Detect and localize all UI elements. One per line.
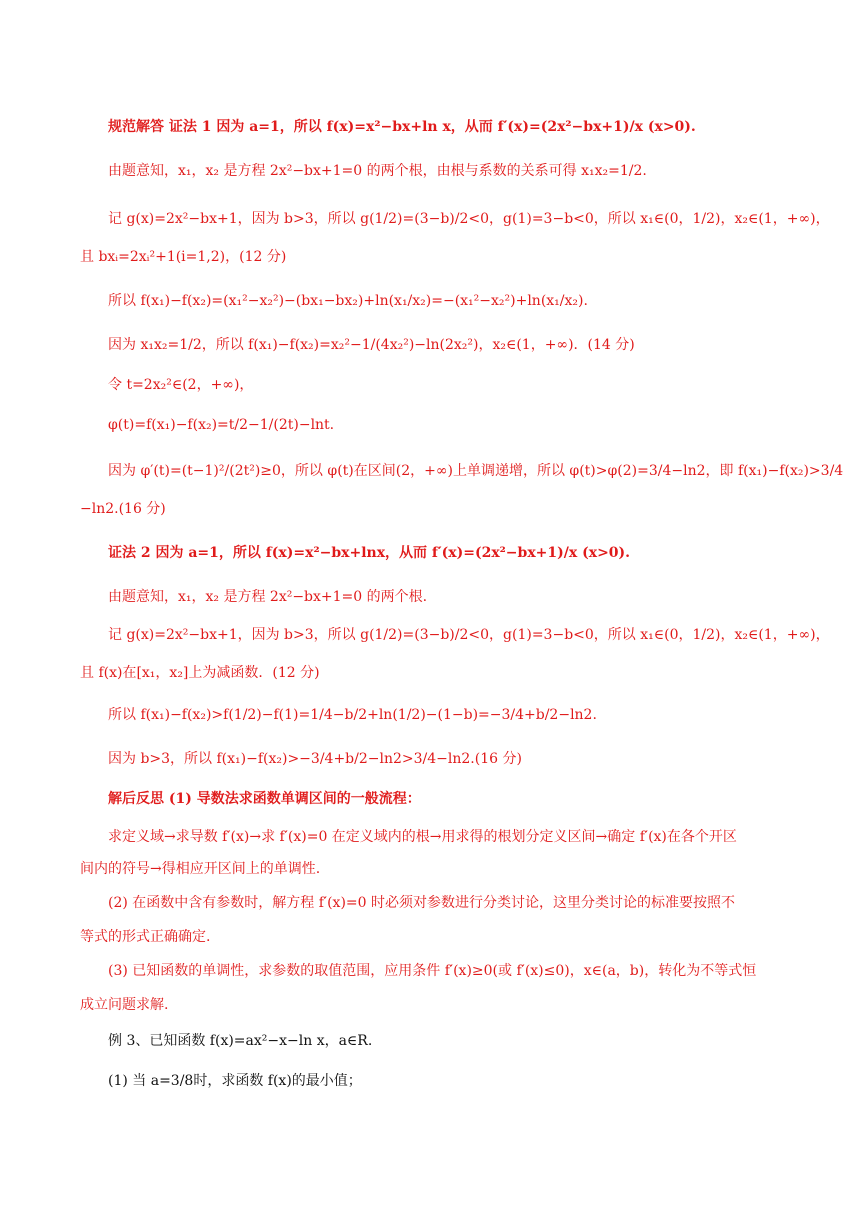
reflection-2-line-a: (2) 在函数中含有参数时，解方程 f′(x)=0 时必须对参数进行分类讨论，这里分类讨论的标准要按照不 — [108, 895, 735, 911]
solution-phi-line: φ(t)=f(x₁)−f(x₂)=t/2−1/(2t)−lnt. — [108, 417, 335, 433]
solution2-roots-line: 由题意知，x₁，x₂ 是方程 2x²−bx+1=0 的两个根. — [108, 589, 428, 605]
solution-proof2-intro: 证法 2 因为 a=1，所以 f(x)=x²−bx+lnx，从而 f′(x)=(2x²−bx+1)/x (x>0). — [108, 545, 631, 561]
reflection-2-line-b: 等式的形式正确确定. — [80, 929, 211, 945]
solution-difference-line: 所以 f(x₁)−f(x₂)=(x₁²−x₂²)−(bx₁−bx₂)+ln(x₁/x₂)=−(x₁²−x₂²)+ln(x₁/x₂). — [108, 293, 588, 309]
example3-part1: (1) 当 a=3/8时，求函数 f(x)的最小值； — [108, 1073, 362, 1089]
reflection-1-line-a: 求定义域→求导数 f′(x)→求 f′(x)=0 在定义域内的根→用求得的根划分定义区间→确定 f′(x)在各个开区 — [108, 829, 737, 845]
reflection-3-line-b: 成立问题求解. — [80, 997, 169, 1013]
reflection-3-line-a: (3) 已知函数的单调性，求参数的取值范围，应用条件 f′(x)≥0(或 f′(x)≤0)，x∈(a，b)，转化为不等式恒 — [108, 963, 757, 979]
solution-bxi-line: 且 bxᵢ=2xᵢ²+1(i=1,2)，(12 分) — [80, 249, 287, 265]
solution-conclusion1-line: −ln2.(16 分) — [80, 501, 166, 517]
solution-x1x2-line: 因为 x₁x₂=1/2，所以 f(x₁)−f(x₂)=x₂²−1/(4x₂²)−ln(2x₂²)，x₂∈(1，+∞)．(14 分) — [108, 337, 635, 353]
example3-statement: 例 3、已知函数 f(x)=ax²−x−ln x，a∈R. — [108, 1033, 373, 1049]
reflection-heading: 解后反思 (1) 导数法求函数单调区间的一般流程： — [108, 791, 421, 807]
solution-roots-line: 由题意知，x₁，x₂ 是方程 2x²−bx+1=0 的两个根，由根与系数的关系可得 x₁x₂=1/2. — [108, 163, 647, 179]
reflection-1-line-b: 间内的符号→得相应开区间上的单调性. — [80, 861, 321, 877]
solution-phi-derivative-line: 因为 φ′(t)=(t−1)²/(2t²)≥0，所以 φ(t)在区间(2，+∞)上单调递增，所以 φ(t)>φ(2)=3/4−ln2，即 f(x₁)−f(x₂)>3/4 — [108, 463, 844, 479]
solution2-estimate-line: 所以 f(x₁)−f(x₂)>f(1/2)−f(1)=1/4−b/2+ln(1/2)−(1−b)=−3/4+b/2−ln2. — [108, 707, 597, 723]
solution2-decreasing-line: 且 f(x)在[x₁，x₂]上为减函数．(12 分) — [80, 665, 320, 681]
solution-g-def-line: 记 g(x)=2x²−bx+1，因为 b>3，所以 g(1/2)=(3−b)/2<0，g(1)=3−b<0，所以 x₁∈(0，1/2)，x₂∈(1，+∞)， — [108, 211, 830, 227]
solution-t-def-line: 令 t=2x₂²∈(2，+∞)， — [108, 377, 254, 393]
solution2-conclusion-line: 因为 b>3，所以 f(x₁)−f(x₂)>−3/4+b/2−ln2>3/4−ln2.(16 分) — [108, 751, 522, 767]
solution-proof1-intro: 规范解答 证法 1 因为 a=1，所以 f(x)=x²−bx+ln x，从而 f′(x)=(2x²−bx+1)/x (x>0). — [108, 119, 696, 135]
solution2-g-def-line: 记 g(x)=2x²−bx+1，因为 b>3，所以 g(1/2)=(3−b)/2<0，g(1)=3−b<0，所以 x₁∈(0，1/2)，x₂∈(1，+∞)， — [108, 627, 830, 643]
